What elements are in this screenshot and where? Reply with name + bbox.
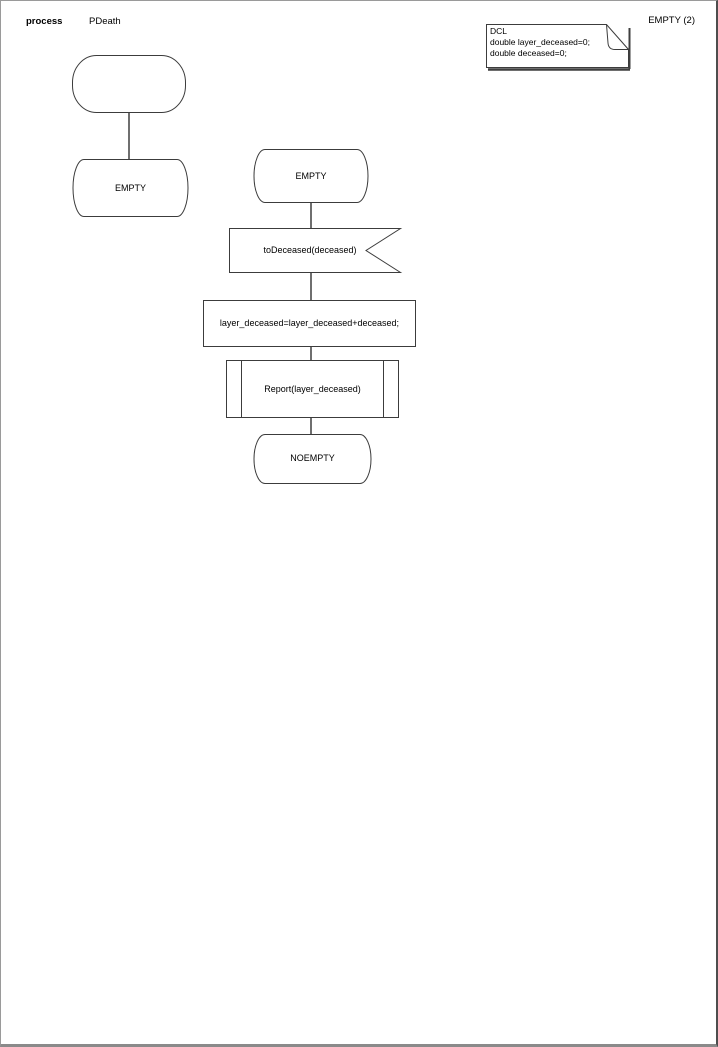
state-label-empty: EMPTY	[295, 170, 327, 181]
process-kind-label: process	[26, 16, 63, 27]
declaration-line: double layer_deceased=0;	[490, 37, 590, 47]
process-name-label: PDeath	[89, 16, 121, 27]
declaration-line: DCL	[490, 26, 508, 36]
page-number-label: EMPTY (2)	[648, 15, 695, 26]
declaration-line: double deceased=0;	[490, 48, 567, 58]
state-label-noempty: NOEMPTY	[290, 453, 335, 463]
procedure-call-label: Report(layer_deceased)	[264, 383, 361, 394]
input-signal-label: toDeceased(deceased)	[263, 245, 357, 255]
start-symbol[interactable]	[73, 56, 186, 113]
declaration-text	[490, 26, 622, 59]
task-label: layer_deceased=layer_deceased+deceased;	[219, 318, 400, 328]
state-label-empty-left: EMPTY	[114, 182, 146, 193]
